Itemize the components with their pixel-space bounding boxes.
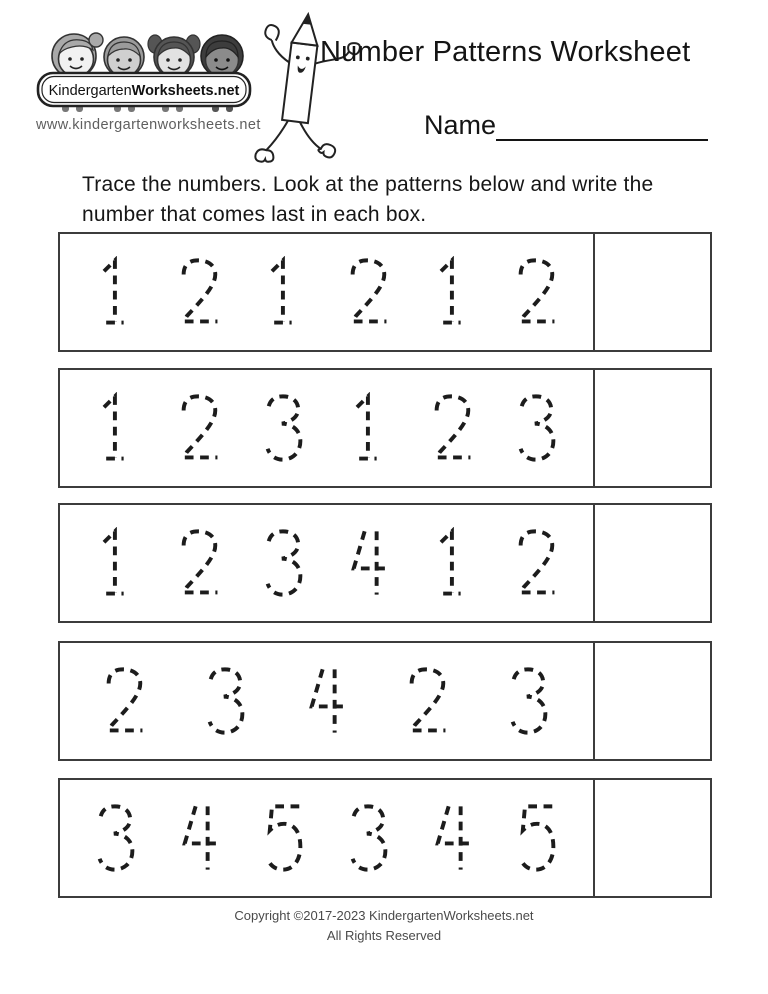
traced-digit-2 xyxy=(404,665,452,737)
digits-strip xyxy=(60,370,595,486)
worksheet-row xyxy=(58,232,712,352)
worksheet-row xyxy=(58,503,712,623)
worksheet-row xyxy=(58,778,712,898)
worksheet-row xyxy=(58,641,712,761)
logo-url: www.kindergartenworksheets.net xyxy=(36,117,261,133)
traced-digit-1 xyxy=(92,256,140,328)
traced-digit-1 xyxy=(429,256,477,328)
traced-digit-3 xyxy=(92,802,140,874)
traced-digit-3 xyxy=(513,392,561,464)
footer-copyright: Copyright ©2017-2023 KindergartenWorksheets.net xyxy=(234,908,534,923)
traced-digit-3 xyxy=(345,802,393,874)
traced-digit-1 xyxy=(345,392,393,464)
traced-digit-2 xyxy=(513,527,561,599)
traced-digit-5 xyxy=(513,802,561,874)
traced-digit-2 xyxy=(176,527,224,599)
traced-digit-2 xyxy=(345,256,393,328)
digits-strip xyxy=(60,780,595,896)
traced-digit-1 xyxy=(260,256,308,328)
traced-digit-5 xyxy=(260,802,308,874)
logo-banner-text: KindergartenWorksheets.net xyxy=(48,83,240,99)
answer-box[interactable] xyxy=(595,643,710,759)
digits-strip xyxy=(60,643,595,759)
page-title: Number Patterns Worksheet xyxy=(320,36,691,68)
traced-digit-2 xyxy=(429,392,477,464)
pencil-mascot-icon xyxy=(240,4,362,174)
digits-strip xyxy=(60,505,595,621)
traced-digit-1 xyxy=(92,392,140,464)
traced-digit-3 xyxy=(260,527,308,599)
traced-digit-4 xyxy=(303,665,351,737)
answer-box[interactable] xyxy=(595,370,710,486)
answer-box[interactable] xyxy=(595,505,710,621)
logo-kids-icon xyxy=(36,16,254,114)
name-line[interactable] xyxy=(496,111,708,141)
name-row xyxy=(424,110,708,141)
name-label: Name xyxy=(424,110,497,140)
digits-strip xyxy=(60,234,595,350)
answer-box[interactable] xyxy=(595,780,710,896)
worksheet-row xyxy=(58,368,712,488)
traced-digit-2 xyxy=(101,665,149,737)
footer xyxy=(0,906,768,945)
traced-digit-3 xyxy=(202,665,250,737)
traced-digit-4 xyxy=(345,527,393,599)
traced-digit-4 xyxy=(429,802,477,874)
traced-digit-1 xyxy=(429,527,477,599)
traced-digit-3 xyxy=(505,665,553,737)
traced-digit-2 xyxy=(176,256,224,328)
traced-digit-2 xyxy=(176,392,224,464)
traced-digit-1 xyxy=(92,527,140,599)
traced-digit-3 xyxy=(260,392,308,464)
instructions: Trace the numbers. Look at the patterns below and write the number that comes last in each box. xyxy=(82,173,654,227)
traced-digit-4 xyxy=(176,802,224,874)
traced-digit-2 xyxy=(513,256,561,328)
answer-box[interactable] xyxy=(595,234,710,350)
footer-rights: All Rights Reserved xyxy=(326,927,442,943)
